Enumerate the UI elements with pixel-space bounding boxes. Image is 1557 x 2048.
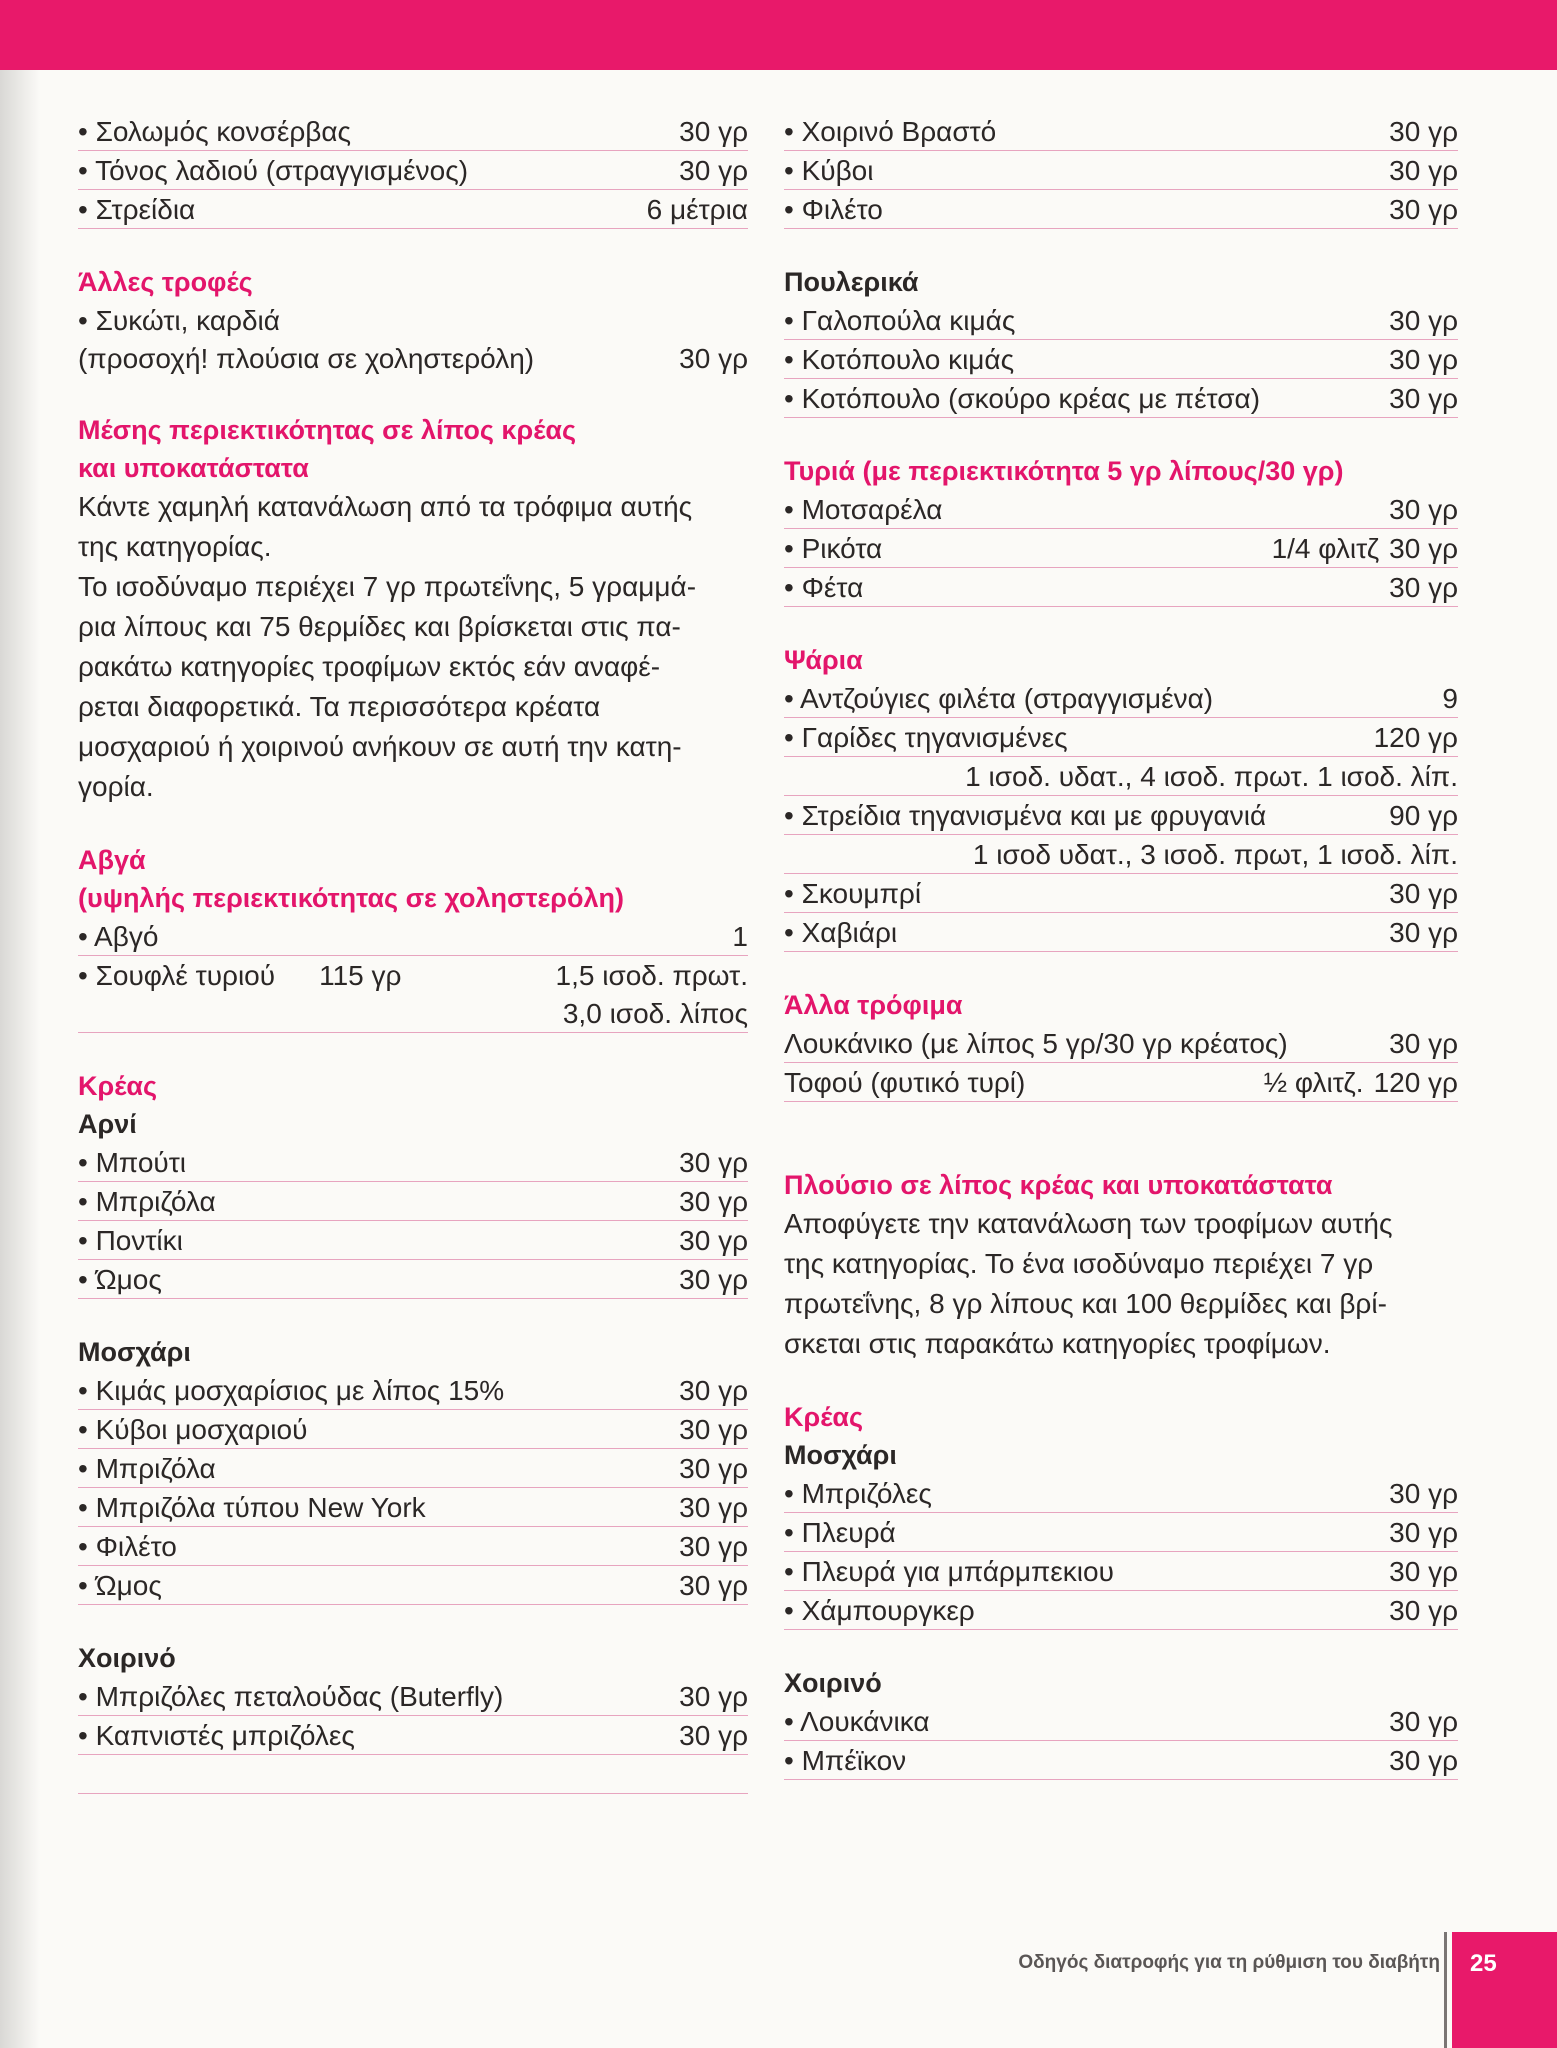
section-heading-medium-fat: Μέσης περιεκτικότητας σε λίπος κρέας — [78, 415, 577, 445]
list-item-note: 1 ισοδ υδατ., 3 ισοδ. πρωτ, 1 ισοδ. λίπ. — [784, 835, 1458, 874]
list-item: • Πλευρά για μπάρμπεκιου 30 γρ — [784, 1552, 1458, 1591]
section-heading-cheese: Τυριά (με περιεκτικότητα 5 γρ λίπους/30 γρ) — [784, 456, 1344, 486]
list-item: Λουκάνικο (με λίπος 5 γρ/30 γρ κρέατος) 30 γρ — [784, 1024, 1458, 1063]
list-item: • Μπριζόλα 30 γρ — [78, 1182, 748, 1221]
list-item: • Κύβοι 30 γρ — [784, 151, 1458, 190]
section-heading-meat: Κρέας — [78, 1071, 158, 1101]
list-item: • Ρικότα 1/4 φλιτζ 30 γρ — [784, 529, 1458, 568]
list-item: • Γαρίδες τηγανισμένες 120 γρ — [784, 718, 1458, 757]
list-item: • Μπριζόλα τύπου New York 30 γρ — [78, 1488, 748, 1527]
list-item: • Σουφλέ τυριού 115 γρ 1,5 ισοδ. πρωτ. — [78, 960, 748, 991]
footer-divider — [1444, 1932, 1447, 2048]
list-item: • Ώμος 30 γρ — [78, 1566, 748, 1605]
list-item: • Κιμάς μοσχαρίσιος με λίπος 15% 30 γρ — [78, 1371, 748, 1410]
subheading-lamb: Αρνί — [78, 1109, 137, 1139]
list-item: • Μπριζόλες πεταλούδας (Buterfly) 30 γρ — [78, 1677, 748, 1716]
list-item: • Στρείδια 6 μέτρια — [78, 190, 748, 229]
top-color-bar — [0, 0, 1557, 70]
high-fat-description: Αποφύγετε την κατανάλωση των τροφίμων αυτής της κατηγορίας. Το ένα ισοδύναμο περιέχει 7 γρ πρωτεΐνης, 8 γρ λίπους και 100 θερμίδες και βρί- σκεται στις παρακάτω κατηγορίες τροφίμων. — [784, 1208, 1393, 1359]
left-column — [78, 112, 748, 1794]
list-item: • Φέτα 30 γρ — [784, 568, 1458, 607]
list-item-continuation: 3,0 ισοδ. λίπος — [78, 994, 748, 1033]
list-item: • Μπέϊκον 30 γρ — [784, 1741, 1458, 1780]
section-heading-eggs: Αβγά — [78, 845, 146, 875]
section-heading-high-fat: Πλούσιο σε λίπος κρέας και υποκατάστατα — [784, 1170, 1333, 1200]
list-item: • Ποντίκι 30 γρ — [78, 1221, 748, 1260]
section-heading-fish: Ψάρια — [784, 645, 863, 675]
list-canned-fish — [78, 112, 748, 229]
list-item: • Αντζούγιες φιλέτα (στραγγισμένα) 9 — [784, 679, 1458, 718]
list-item: • Κύβοι μοσχαριού 30 γρ — [78, 1410, 748, 1449]
subheading-beef: Μοσχάρι — [784, 1440, 897, 1470]
footer-title: Οδηγός διατροφής για τη ρύθμιση του διαβήτη — [1018, 1952, 1440, 1973]
list-item: • Ώμος 30 γρ — [78, 1260, 748, 1299]
list-item: • Συκώτι, καρδιά — [78, 305, 280, 336]
list-item: • Κοτόπουλο κιμάς 30 γρ — [784, 340, 1458, 379]
list-item: • Αβγό 1 — [78, 917, 748, 956]
list-item: • Μοτσαρέλα 30 γρ — [784, 490, 1458, 529]
section-heading-meat: Κρέας — [784, 1402, 864, 1432]
section-heading-eggs-note: (υψηλής περιεκτικότητας σε χοληστερόλη) — [78, 883, 624, 913]
list-item: • Κοτόπουλο (σκούρο κρέας με πέτσα) 30 γρ — [784, 379, 1458, 418]
list-item-note: 1 ισοδ. υδατ., 4 ισοδ. πρωτ. 1 ισοδ. λίπ. — [784, 757, 1458, 796]
right-column — [784, 112, 1458, 1780]
list-item: • Χαβιάρι 30 γρ — [784, 913, 1458, 952]
page-number: 25 — [1470, 1950, 1497, 1977]
list-item: • Σκουμπρί 30 γρ — [784, 874, 1458, 913]
list-item: • Πλευρά 30 γρ — [784, 1513, 1458, 1552]
page-gutter-shadow — [0, 70, 40, 2048]
page-number-box — [1452, 1932, 1557, 2048]
section-heading-other-foods: Άλλες τροφές — [78, 267, 253, 297]
list-item: • Γαλοπούλα κιμάς 30 γρ — [784, 301, 1458, 340]
list-item: • Χοιρινό Βραστό 30 γρ — [784, 112, 1458, 151]
list-item: • Μπριζόλες 30 γρ — [784, 1474, 1458, 1513]
list-item: Τοφού (φυτικό τυρί) ½ φλιτζ. 120 γρ — [784, 1063, 1458, 1102]
list-item: (προσοχή! πλούσια σε χοληστερόλη) 30 γρ — [78, 343, 748, 374]
subheading-pork: Χοιρινό — [784, 1668, 882, 1698]
list-item: • Στρείδια τηγανισμένα και με φρυγανιά 90 γρ — [784, 796, 1458, 835]
list-item: • Χάμπουργκερ 30 γρ — [784, 1591, 1458, 1630]
list-item: • Φιλέτο 30 γρ — [784, 190, 1458, 229]
subheading-pork: Χοιρινό — [78, 1643, 176, 1673]
empty-divider-row — [78, 1755, 748, 1794]
list-item: • Φιλέτο 30 γρ — [78, 1527, 748, 1566]
section-heading-other-foods: Άλλα τρόφιμα — [784, 990, 963, 1020]
list-item: • Λουκάνικα 30 γρ — [784, 1702, 1458, 1741]
subheading-poultry: Πουλερικά — [784, 267, 919, 297]
list-item: • Καπνιστές μπριζόλες 30 γρ — [78, 1716, 748, 1755]
list-item: • Μπριζόλα 30 γρ — [78, 1449, 748, 1488]
list-item: • Μπούτι 30 γρ — [78, 1143, 748, 1182]
list-item: • Σολωμός κονσέρβας 30 γρ — [78, 112, 748, 151]
list-item: • Τόνος λαδιού (στραγγισμένος) 30 γρ — [78, 151, 748, 190]
section-heading-medium-fat-line2: και υποκατάστατα — [78, 453, 309, 483]
subheading-beef: Μοσχάρι — [78, 1337, 191, 1367]
medium-fat-description: Κάντε χαμηλή κατανάλωση από τα τρόφιμα αυτής της κατηγορίας. Το ισοδύναμο περιέχει 7 γρ πρωτεΐνης, 5 γραμμά- ρια λίπους και 75 θερμίδες και βρίσκεται στις πα- ρακάτω κατηγορίες τροφίμων εκτός εάν αναφέ- ρεται διαφορετικά. Τα περισσότερα κρέατα μοσχαριού ή χοιρινού ανήκουν σε αυτή την κατη- γορία. — [78, 491, 697, 802]
